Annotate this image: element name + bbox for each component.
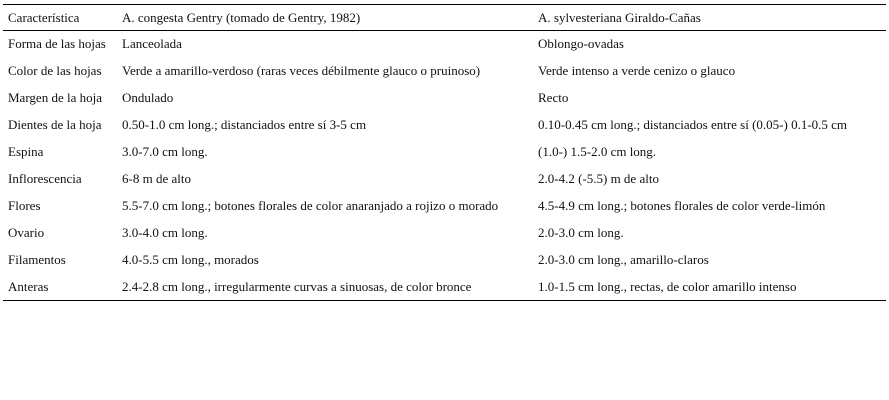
- table-row: [3, 31, 886, 58]
- characteristic-cell: Inflorescencia: [8, 171, 82, 186]
- a-congesta-cell: 3.0-4.0 cm long.: [122, 225, 208, 240]
- a-sylvesteriana-cell: Oblongo-ovadas: [538, 36, 624, 52]
- header-a-congesta: A. congesta Gentry (tomado de Gentry, 1982): [117, 5, 533, 31]
- table-row: [3, 220, 886, 247]
- header-caracteristica: Característica: [3, 5, 117, 31]
- a-congesta-cell: Verde a amarillo-verdoso (raras veces débilmente glauco o pruinoso): [122, 63, 481, 78]
- table-header-row: [3, 5, 886, 31]
- characteristic-cell: Forma de las hojas: [8, 36, 106, 52]
- table-row: [3, 247, 886, 274]
- a-sylvesteriana-cell: 4.5-4.9 cm long.; botones florales de color verde-limón: [538, 198, 826, 213]
- table-row: [3, 193, 886, 220]
- a-congesta-cell: 5.5-7.0 cm long.; botones florales de color anaranjado a rojizo o morado: [122, 198, 499, 213]
- comparison-table: [3, 4, 886, 301]
- a-sylvesteriana-cell: (1.0-) 1.5-2.0 cm long.: [538, 144, 657, 159]
- a-sylvesteriana-cell: 1.0-1.5 cm long., rectas, de color amarillo intenso: [533, 274, 886, 301]
- a-sylvesteriana-cell: Recto: [538, 90, 569, 105]
- table-row: [3, 166, 886, 193]
- table-row: [3, 139, 886, 166]
- table-row: [3, 274, 886, 301]
- a-sylvesteriana-cell: 2.0-4.2 (-5.5) m de alto: [538, 171, 659, 186]
- a-congesta-cell: 4.0-5.5 cm long., morados: [122, 252, 259, 267]
- a-congesta-cell: Lanceolada: [122, 36, 182, 52]
- table-row: [3, 112, 886, 139]
- a-sylvesteriana-cell: 2.0-3.0 cm long., amarillo-claros: [538, 252, 709, 267]
- characteristic-cell: Color de las hojas: [8, 63, 102, 78]
- a-sylvesteriana-cell: 0.10-0.45 cm long.; distanciados entre sí (0.05-) 0.1-0.5 cm: [538, 117, 848, 132]
- a-congesta-cell: 0.50-1.0 cm long.; distanciados entre sí 3-5 cm: [122, 117, 367, 132]
- characteristic-cell: Anteras: [3, 274, 117, 301]
- characteristic-cell: Ovario: [8, 225, 45, 240]
- a-sylvesteriana-cell: 2.0-3.0 cm long.: [538, 225, 624, 240]
- characteristic-cell: Flores: [8, 198, 41, 213]
- a-congesta-cell: 6-8 m de alto: [122, 171, 191, 186]
- characteristic-cell: Espina: [8, 144, 44, 159]
- characteristic-cell: Dientes de la hoja: [8, 117, 102, 132]
- a-sylvesteriana-cell: Verde intenso a verde cenizo o glauco: [538, 63, 736, 78]
- characteristic-cell: Margen de la hoja: [8, 90, 102, 105]
- a-congesta-cell: 2.4-2.8 cm long., irregularmente curvas a sinuosas, de color bronce: [117, 274, 533, 301]
- header-a-sylvesteriana: A. sylvesteriana Giraldo-Cañas: [533, 5, 886, 31]
- characteristic-cell: Filamentos: [8, 252, 66, 267]
- a-congesta-cell: Ondulado: [122, 90, 174, 105]
- table-row: [3, 85, 886, 112]
- table-row: [3, 58, 886, 85]
- a-congesta-cell: 3.0-7.0 cm long.: [122, 144, 208, 159]
